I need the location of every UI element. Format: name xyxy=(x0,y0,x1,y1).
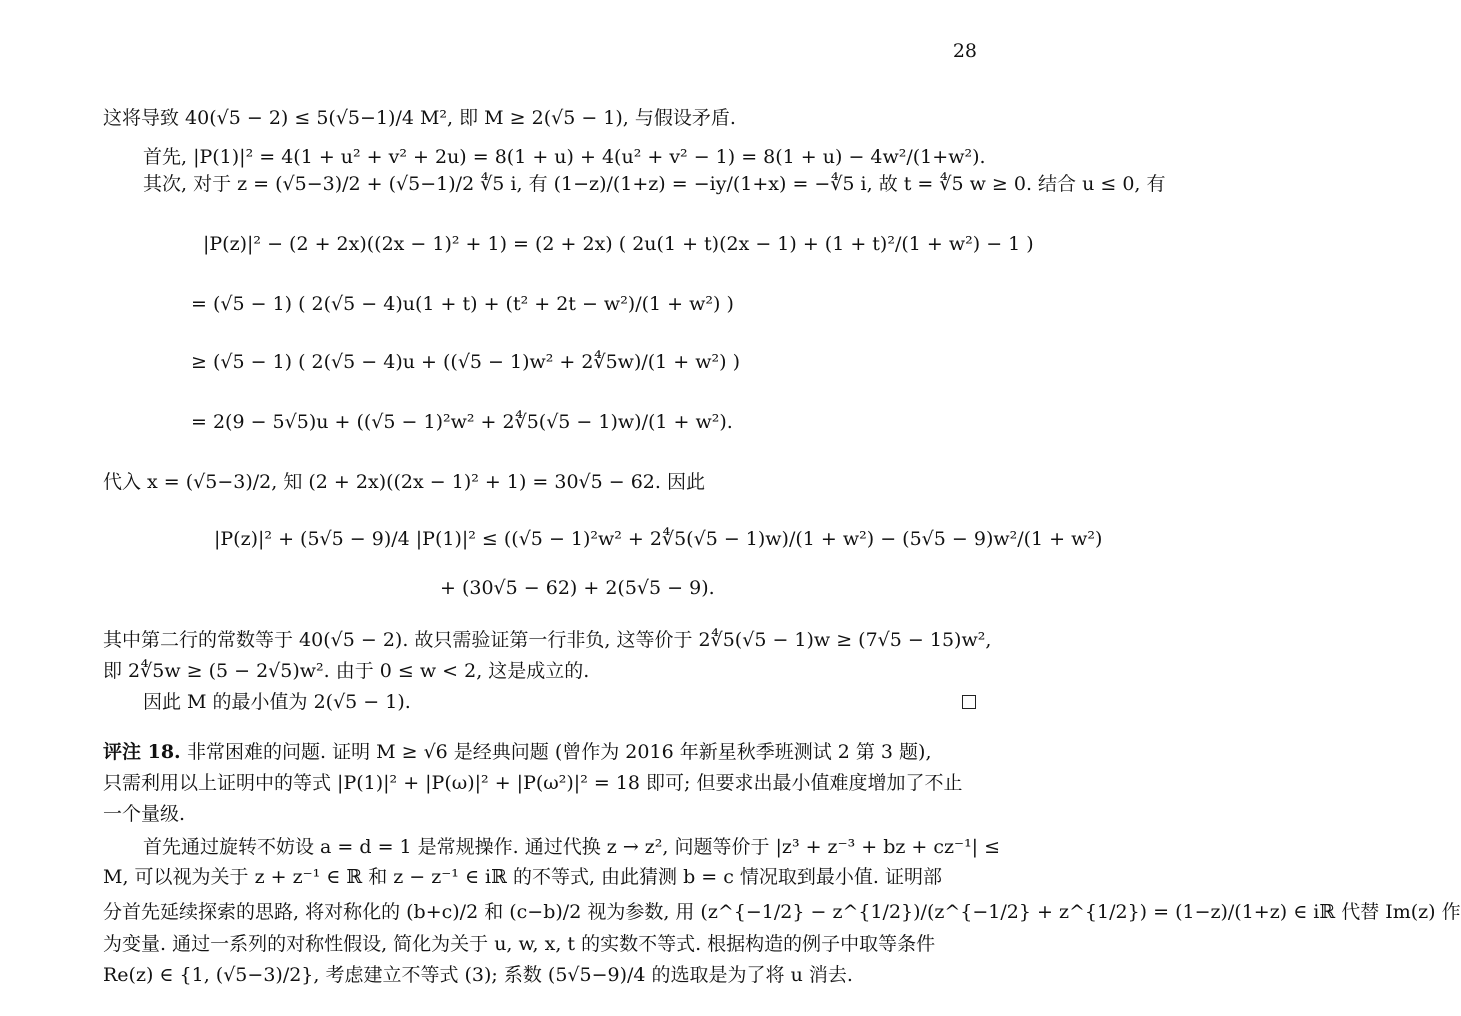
remark-line-2: 只需利用以上证明中的等式 |P(1)|² + |P(ω)|² + |P(ω²)|² = 18 即可; 但要求出最小值难度增加了不止 xyxy=(103,772,963,794)
text-line-1: 这将导致 40(√5 − 2) ≤ 5(√5−1)/4 M², 即 M ≥ 2(√5 − 1), 与假设矛盾. xyxy=(103,107,736,129)
equation-line-3: ≥ (√5 − 1) ( 2(√5 − 4)u + ((√5 − 1)w² + 2∜5w)/(1 + w²) ) xyxy=(191,351,740,373)
remark-line-8: Re(z) ∈ {1, (√5−3)/2}, 考虑建立不等式 (3); 系数 (5√5−9)/4 的选取是为了将 u 消去. xyxy=(103,964,853,986)
page-number: 28 xyxy=(952,40,977,62)
text-line-4: 代入 x = (√5−3)/2, 知 (2 + 2x)((2x − 1)² + 1) = 30√5 − 62. 因此 xyxy=(103,471,705,493)
equation-line-4: = 2(9 − 5√5)u + ((√5 − 1)²w² + 2∜5(√5 − 1)w)/(1 + w²). xyxy=(191,411,733,433)
text-line-3: 其次, 对于 z = (√5−3)/2 + (√5−1)/2 ∜5 i, 有 (1−z)/(1+z) = −iy/(1+x) = −∜5 i, 故 t = ∜5 w ≥ 0. 结合 u ≤ 0, 有 xyxy=(143,173,1166,195)
text-line-2: 首先, |P(1)|² = 4(1 + u² + v² + 2u) = 8(1 + u) + 4(u² + v² − 1) = 8(1 + u) − 4w²/(1+w²). xyxy=(143,146,986,168)
text-line-6: 即 2∜5w ≥ (5 − 2√5)w². 由于 0 ≤ w < 2, 这是成立的. xyxy=(103,660,590,682)
text-line-5: 其中第二行的常数等于 40(√5 − 2). 故只需验证第一行非负, 这等价于 2∜5(√5 − 1)w ≥ (7√5 − 15)w², xyxy=(103,629,992,651)
remark-title: 评注 18. xyxy=(103,741,181,763)
equation-line-6: + (30√5 − 62) + 2(5√5 − 9). xyxy=(440,577,715,599)
qed-box xyxy=(962,695,976,709)
equation-line-1: |P(z)|² − (2 + 2x)((2x − 1)² + 1) = (2 + 2x) ( 2u(1 + t)(2x − 1) + (1 + t)²/(1 + w²) − 1 ) xyxy=(203,233,1034,255)
remark-line-6: 分首先延续探索的思路, 将对称化的 (b+c)/2 和 (c−b)/2 视为参数, 用 (z^{−1/2} − z^{1/2})/(z^{−1/2} + z^{1/2}) = (1−z)/(1+z) ∈ iℝ 代替 Im(z) 作 xyxy=(103,901,1461,923)
text-line-7: 因此 M 的最小值为 2(√5 − 1). xyxy=(143,691,411,713)
remark-line-3: 一个量级. xyxy=(103,803,186,825)
equation-line-5: |P(z)|² + (5√5 − 9)/4 |P(1)|² ≤ ((√5 − 1)²w² + 2∜5(√5 − 1)w)/(1 + w²) − (5√5 − 9)w²/(1 + w²) xyxy=(214,528,1103,550)
remark-line-1: 非常困难的问题. 证明 M ≥ √6 是经典问题 (曾作为 2016 年新星秋季班测试 2 第 3 题), xyxy=(187,741,932,763)
equation-line-2: = (√5 − 1) ( 2(√5 − 4)u(1 + t) + (t² + 2t − w²)/(1 + w²) ) xyxy=(191,293,734,315)
remark-line-4: 首先通过旋转不妨设 a = d = 1 是常规操作. 通过代换 z → z², 问题等价于 |z³ + z⁻³ + bz + cz⁻¹| ≤ xyxy=(143,836,1001,858)
remark-line-5: M, 可以视为关于 z + z⁻¹ ∈ ℝ 和 z − z⁻¹ ∈ iℝ 的不等式, 由此猜测 b = c 情况取到最小值. 证明部 xyxy=(103,866,943,888)
remark-line-7: 为变量. 通过一系列的对称性假设, 简化为关于 u, w, x, t 的实数不等式. 根据构造的例子中取等条件 xyxy=(103,933,936,955)
